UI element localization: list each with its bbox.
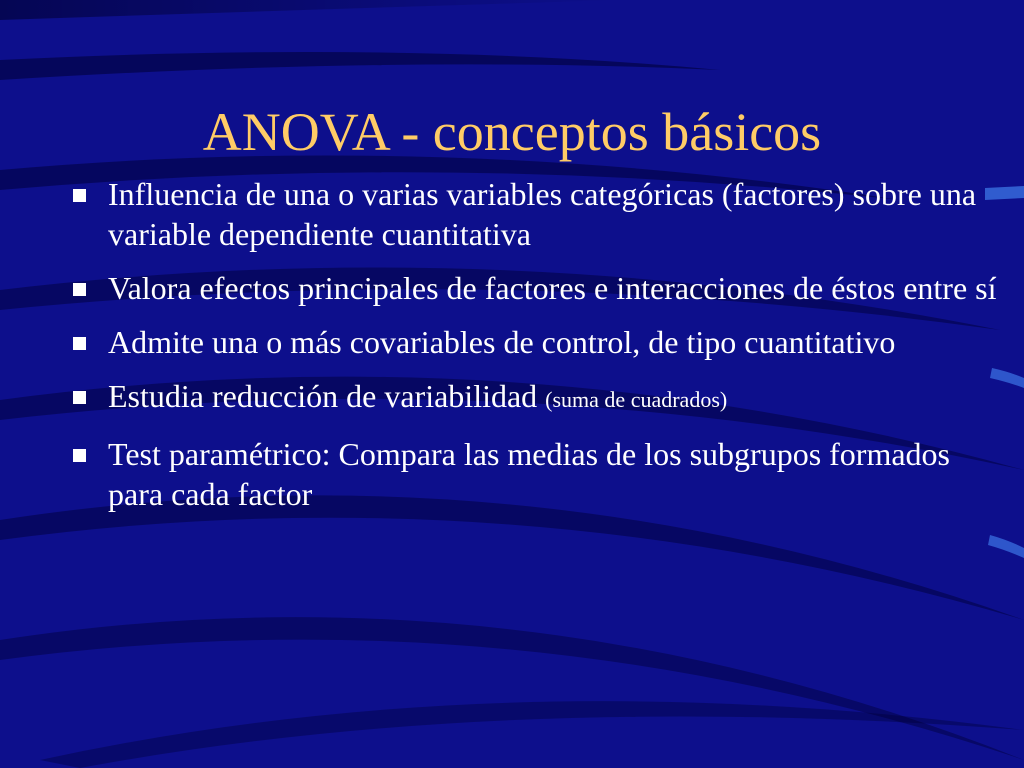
bullet-text: Admite una o más covariables de control, de tipo cuantitativo — [108, 324, 896, 360]
slide-title: ANOVA - conceptos básicos — [202, 102, 822, 162]
bullet-item — [70, 322, 1010, 362]
bullet-item — [70, 376, 1010, 420]
bullet-text: Estudia reducción de variabilidad — [108, 378, 538, 414]
bullet-item — [70, 174, 1010, 254]
bullet-text: Influencia de una o varias variables categóricas (factores) sobre una variable dependiente cuantitativa — [108, 176, 977, 252]
square-bullet-icon — [73, 391, 86, 404]
bullet-note: (suma de cuadrados) — [545, 387, 728, 412]
bullet-text: Valora efectos principales de factores e interacciones de éstos entre sí — [108, 270, 997, 306]
square-bullet-icon — [73, 337, 86, 350]
bullet-item — [70, 434, 1010, 514]
bullet-item — [70, 268, 1010, 308]
square-bullet-icon — [73, 283, 86, 296]
bullet-list — [70, 174, 1010, 528]
square-bullet-icon — [73, 449, 86, 462]
bullet-text: Test paramétrico: Compara las medias de los subgrupos formados para cada factor — [108, 436, 950, 512]
square-bullet-icon — [73, 189, 86, 202]
